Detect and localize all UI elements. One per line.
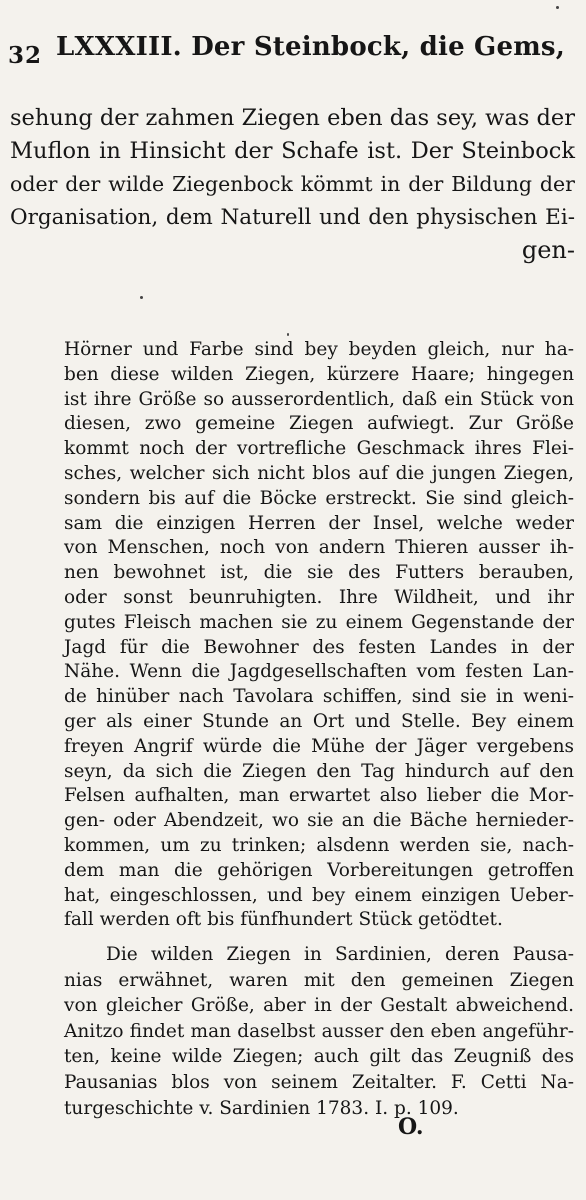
second-footnote-block — [64, 942, 574, 1121]
running-title: LXXXIII. Der Steinbock, die Gems, — [56, 32, 566, 62]
footnote-line: freyen Angrif würde die Mühe der Jäger vergebens — [64, 735, 574, 757]
footnote-line: von Menschen, noch von andern Thieren ausser ih- — [64, 537, 574, 559]
footnote-line: von gleicher Größe, aber in der Gestalt abweichend. — [64, 995, 574, 1017]
footnote-line: diesen, zwo gemeine Ziegen aufwiegt. Zur Größe — [64, 413, 574, 435]
footnote-line: seyn, da sich die Ziegen den Tag hindurch auf den — [64, 760, 574, 782]
page-number: 32 — [8, 42, 43, 69]
footnote-line: sondern bis auf die Böcke erstreckt. Sie sind gleich- — [64, 487, 574, 509]
paper-speck — [556, 6, 559, 9]
paper-speck — [140, 296, 143, 299]
footnote-line: hat, eingeschlossen, und bey einem einzigen Ueber- — [64, 884, 574, 906]
footnote-line: dem man die gehörigen Vorbereitungen getroffen — [64, 859, 574, 881]
footnote-line: ist ihre Größe so ausserordentlich, daß ein Stück von — [64, 388, 574, 410]
paper-speck — [287, 333, 289, 336]
footnote-line: gen- oder Abendzeit, wo sie an die Bäche hernieder- — [64, 810, 574, 832]
footnote-line: oder sonst beunruhigten. Ihre Wildheit, und ihr — [64, 586, 574, 608]
footnote-line: ten, keine wilde Ziegen; auch gilt das Zeugniß des — [64, 1046, 574, 1068]
footnote-line: ben diese wilden Ziegen, kürzere Haare; hingegen — [64, 363, 574, 385]
catchword: O. — [398, 1114, 424, 1140]
footnote-line: fall werden oft bis fünfhundert Stück getödtet. — [64, 909, 503, 931]
footnote-line: turgeschichte v. Sardinien 1783. I. p. 109. — [64, 1097, 459, 1119]
footnote-line: Anitzo findet man daselbst ausser den eben angeführ- — [64, 1020, 574, 1042]
text-line: Muflon in Hinsicht der Schafe ist. Der Steinbock — [10, 138, 575, 164]
footnote-line: Die wilden Ziegen in Sardinien, deren Pausa- — [106, 944, 574, 965]
footnote-line: nias erwähnet, waren mit den gemeinen Ziegen — [64, 969, 574, 991]
footnote-line: Nähe. Wenn die Jagdgesellschaften vom festen Lan- — [64, 661, 574, 683]
footnote-line: ger als einer Stunde an Ort und Stelle. Bey einem — [64, 710, 574, 732]
footnote-line: sches, welcher sich nicht blos auf die jungen Ziegen, — [64, 462, 574, 484]
footnote-line: gutes Fleisch machen sie zu einem Gegenstande der — [64, 611, 574, 633]
footnote-line: Jagd für die Bewohner des festen Landes in der — [64, 636, 574, 658]
footnote-line: nen bewohnet ist, die sie des Futters berauben, — [64, 562, 574, 584]
footnote-line: kommen, um zu trinken; alsdenn werden sie, nach- — [64, 834, 574, 856]
footnote-line: kommt noch der vortrefliche Geschmack ihres Flei- — [64, 438, 574, 460]
text-line: sehung der zahmen Ziegen eben das sey, was der — [10, 105, 576, 131]
footnote-line: sam die einzigen Herren der Insel, welche weder — [64, 512, 574, 534]
footnote-line: de hinüber nach Tavolara schiffen, sind sie in weni- — [64, 686, 574, 708]
text-line: Organisation, dem Naturell und den physischen Ei- — [10, 205, 575, 230]
running-head — [8, 28, 568, 74]
catchword-line: gen- — [521, 236, 575, 264]
footnote-line: Pausanias blos von seinem Zeitalter. F. Cetti Na- — [64, 1071, 574, 1093]
footnote-line: Hörner und Farbe sind bey beyden gleich, nur ha- — [64, 339, 574, 360]
main-text-block — [10, 102, 575, 267]
footnote-block — [64, 338, 574, 933]
text-line: oder der wilde Ziegenbock kömmt in der Bildung der — [10, 172, 575, 196]
footnote-line: Felsen aufhalten, man erwartet also lieber die Mor- — [64, 785, 574, 807]
